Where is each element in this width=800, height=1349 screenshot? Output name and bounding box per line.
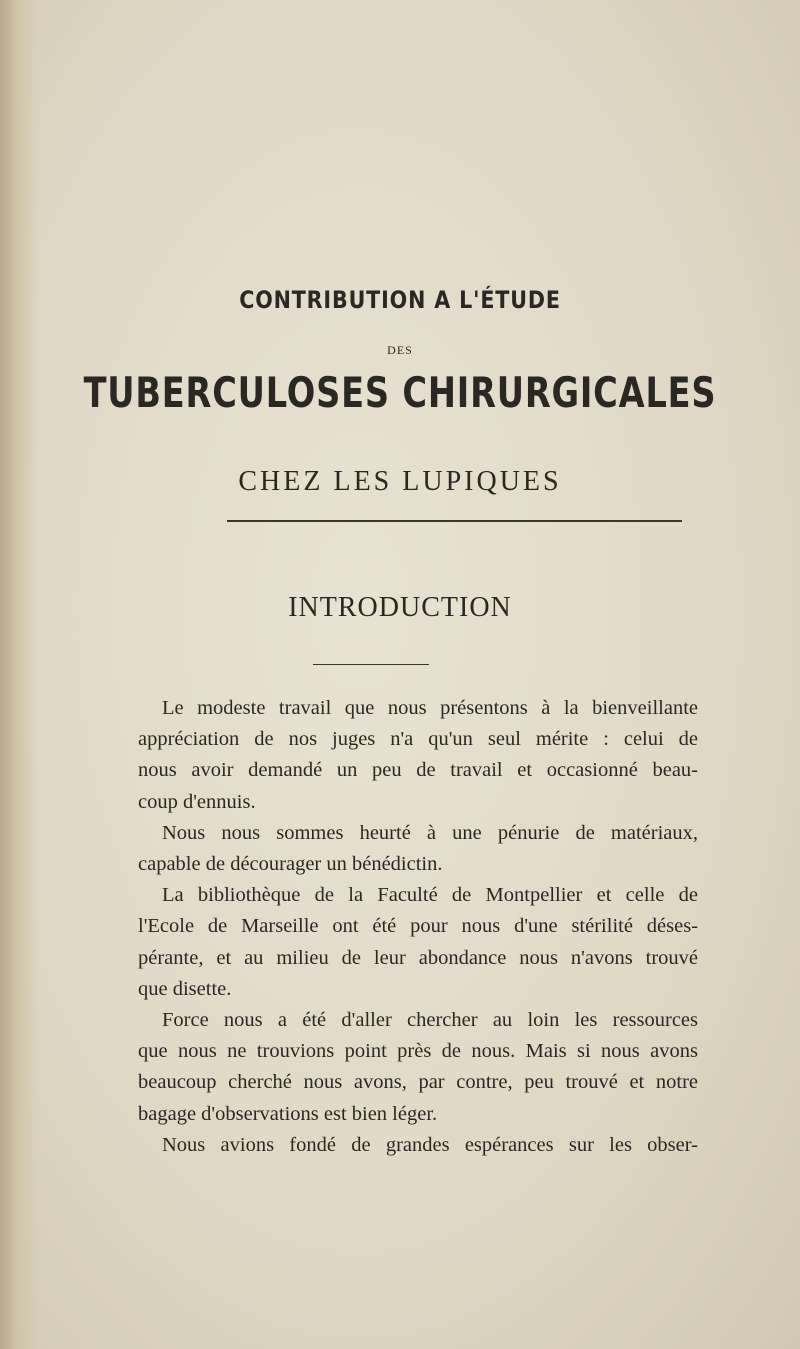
body-line: bagage d'observations est bien léger.	[138, 1102, 438, 1125]
body-line: La bibliothèque de la Faculté de Montpellier et celle de	[162, 884, 698, 907]
title-line-des: DES	[387, 343, 413, 357]
body-line: Force nous a été d'aller chercher au loin les ressources	[162, 1009, 698, 1032]
body-line: Nous avions fondé de grandes espérances sur les obser-	[162, 1133, 698, 1156]
title-line-lupiques: CHEZ LES LUPIQUES	[238, 466, 562, 497]
body-line: pérante, et au milieu de leur abondance nous n'avons trouvé	[138, 946, 698, 969]
body-paragraphs	[138, 693, 698, 1161]
body-line: Nous nous sommes heurté à une pénurie de matériaux,	[162, 821, 698, 844]
title-divider-rule	[227, 520, 682, 522]
body-line: appréciation de nos juges n'a qu'un seul mérite : celui de	[138, 728, 698, 751]
body-line: nous avoir demandé un peu de travail et occasionné beau-	[138, 759, 698, 782]
body-line: l'Ecole de Marseille ont été pour nous d'une stérilité déses-	[138, 915, 698, 938]
body-line: que nous ne trouvions point près de nous. Mais si nous avons	[138, 1040, 698, 1063]
body-line: capable de décourager un bénédictin.	[138, 853, 443, 876]
body-line: que disette.	[138, 977, 232, 1000]
body-line: beaucoup cherché nous avons, par contre, peu trouvé et notre	[138, 1071, 698, 1094]
title-line-tuberculoses: TUBERCULOSES CHIRURGICALES	[83, 368, 717, 417]
body-line: coup d'ennuis.	[138, 790, 256, 813]
binding-edge-shadow	[0, 0, 38, 1349]
body-line: Le modeste travail que nous présentons à la bienveillante	[162, 697, 698, 719]
section-divider-rule	[313, 664, 429, 665]
title-line-contribution: CONTRIBUTION A L'ÉTUDE	[239, 286, 561, 314]
section-heading-introduction: INTRODUCTION	[288, 592, 512, 623]
